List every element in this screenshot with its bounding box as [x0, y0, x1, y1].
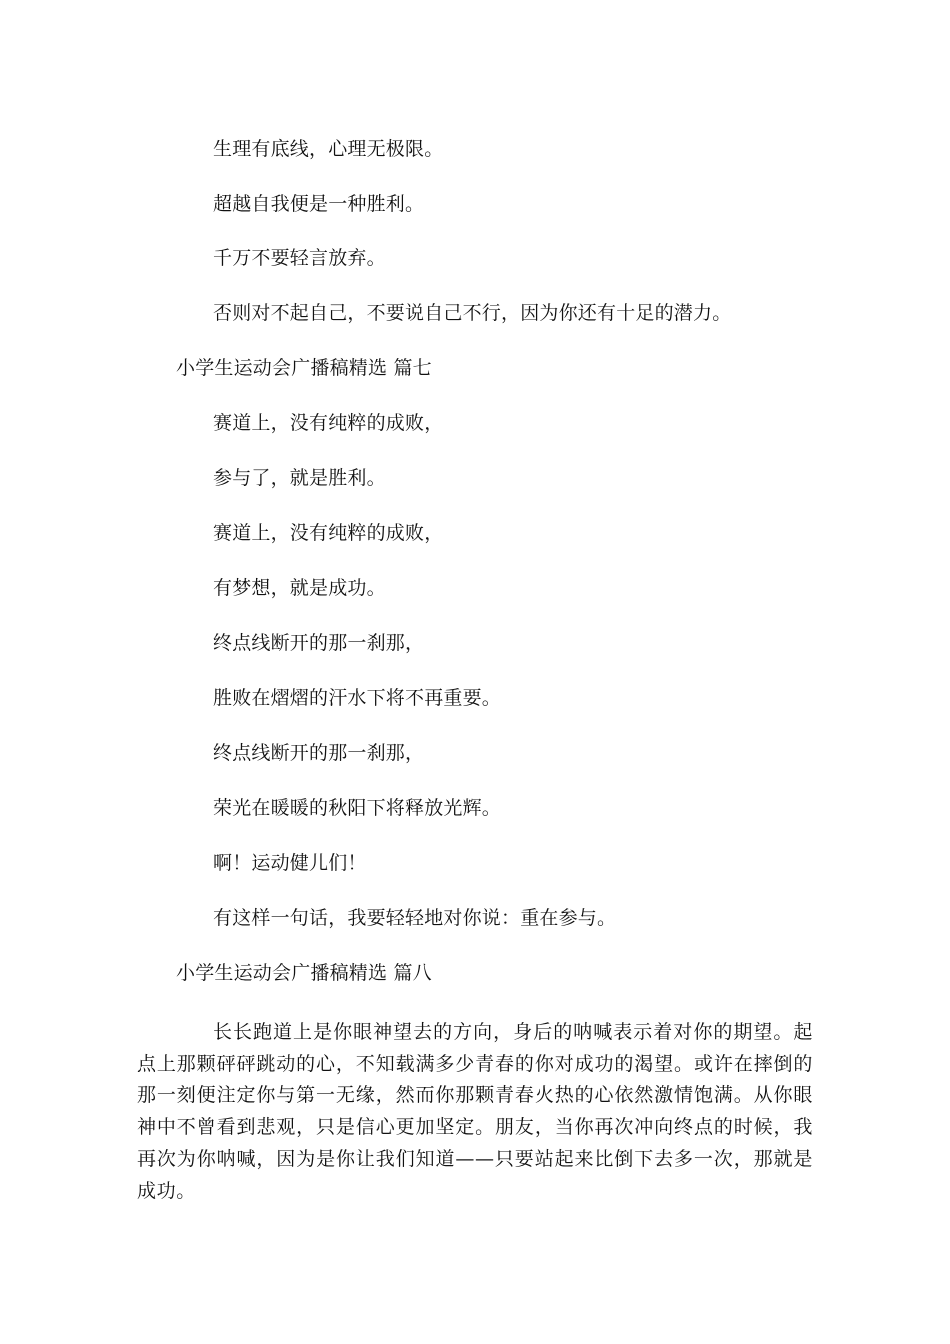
section-heading-7: 小学生运动会广播稿精选 篇七	[176, 357, 432, 379]
verse-line: 荣光在暖暖的秋阳下将释放光辉。	[213, 797, 502, 819]
verse-line: 终点线断开的那一刹那，	[213, 632, 425, 654]
verse-line: 赛道上，没有纯粹的成败，	[213, 412, 444, 434]
verse-line: 参与了，就是胜利。	[213, 467, 386, 489]
verse-line: 有这样一句话，我要轻轻地对你说：重在参与。	[213, 907, 617, 929]
body-paragraph: 长长跑道上是你眼神望去的方向，身后的呐喊表示着对你的期望。起点上那颗砰砰跳动的心，不知载满多少青春的你对成功的渴望。或许在摔倒的那一刻便注定你与第一无缘，然而你那颗青春火热的心依然激情饱满。从你眼神中不曾看到悲观，只是信心更加坚定。朋友，当你再次冲向终点的时候，我再次为你呐喊，因为是你让我们知道——只要站起来比倒下去多一次，那就是成功。	[137, 1021, 813, 1202]
verse-line: 千万不要轻言放弃。	[213, 247, 386, 269]
verse-line: 啊！运动健儿们！	[213, 852, 367, 874]
verse-line: 赛道上，没有纯粹的成败，	[213, 522, 444, 544]
verse-line: 否则对不起自己，不要说自己不行，因为你还有十足的潜力。	[213, 302, 732, 324]
verse-line: 超越自我便是一种胜利。	[213, 193, 425, 215]
verse-line: 有梦想，就是成功。	[213, 577, 386, 599]
verse-line: 生理有底线，心理无极限。	[213, 138, 444, 160]
section-heading-8: 小学生运动会广播稿精选 篇八	[176, 962, 432, 984]
verse-line: 终点线断开的那一刹那，	[213, 742, 425, 764]
verse-line: 胜败在熠熠的汗水下将不再重要。	[213, 687, 502, 709]
